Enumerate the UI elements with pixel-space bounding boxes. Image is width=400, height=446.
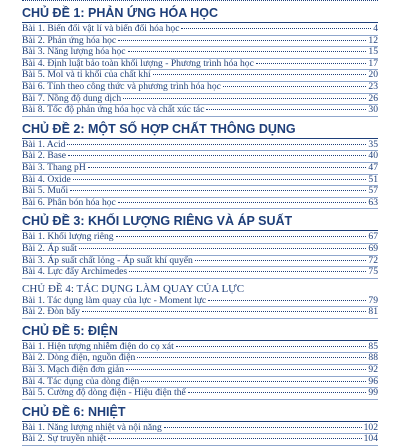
- toc-entry-page-number: 92: [368, 364, 378, 376]
- toc-entry-page-number: 96: [368, 375, 378, 387]
- toc-entry-title: Bài 5. Cường độ dòng điện - Hiệu điện thế: [22, 387, 186, 399]
- toc-entry-title: Bài 4. Oxide: [22, 173, 71, 185]
- chapter-underline: [22, 138, 378, 139]
- toc-entry-title: Bài 2. Sự truyền nhiệt: [22, 433, 107, 445]
- toc-entry-title: Bài 3. Áp suất chất lỏng - Áp suất khí quyển: [22, 254, 193, 266]
- toc-entry-title: Bài 2. Dòng điện, nguồn điện: [22, 352, 136, 364]
- dot-leader: [208, 300, 366, 301]
- dot-leader: [153, 74, 367, 75]
- toc-entry-title: Bài 1. Năng lượng nhiệt và nội năng: [22, 421, 162, 433]
- dot-leader: [116, 236, 367, 237]
- toc-entry[interactable]: [22, 307, 378, 319]
- chapter-heading: CHỦ ĐỀ 5: ĐIỆN: [22, 323, 118, 338]
- toc-entry-title: Bài 4. Lực đẩy Archimedes: [22, 266, 128, 278]
- dot-leader: [70, 190, 366, 191]
- toc-entry-page-number: 102: [363, 421, 378, 433]
- dot-leader: [123, 98, 366, 99]
- toc-entry[interactable]: [22, 82, 378, 94]
- toc-entry[interactable]: [22, 140, 378, 152]
- toc-entry-page-number: 81: [368, 306, 378, 318]
- toc-entry-title: Bài 6. Phân bón hóa học: [22, 196, 116, 208]
- toc-entry[interactable]: [22, 198, 378, 210]
- toc-entry-title: Bài 5. Mol và tỉ khối của chất khí: [22, 69, 151, 81]
- toc-entry-page-number: 99: [368, 387, 378, 399]
- toc-entry-title: Bài 6. Tính theo công thức và phương trình hóa học: [22, 80, 221, 92]
- toc-entry-title: Bài 1. Tác dụng làm quay của lực - Moment lực: [22, 294, 207, 306]
- dot-leader: [128, 51, 367, 52]
- toc-entry-page-number: 47: [368, 161, 378, 173]
- chapter-heading: CHỦ ĐỀ 1: PHẢN ỨNG HÓA HỌC: [22, 6, 219, 20]
- toc-entry[interactable]: [22, 365, 378, 377]
- toc-entry-title: Bài 7. Nồng độ dung dịch: [22, 92, 122, 104]
- toc-entry-page-number: 26: [368, 92, 378, 104]
- chapter-heading: CHỦ ĐỀ 2: MỘT SỐ HỢP CHẤT THÔNG DỤNG: [22, 121, 296, 136]
- toc-entry-title: Bài 8. Tốc độ phản ứng hóa học và chất xúc tác: [22, 104, 205, 116]
- chapter-heading: CHỦ ĐỀ 4: TÁC DỤNG LÀM QUAY CỦA LỰC: [22, 282, 245, 295]
- dot-leader: [176, 346, 367, 347]
- toc-entry-title: Bài 4. Định luật bảo toàn khối lượng - Phương trình hóa học: [22, 57, 254, 69]
- toc-entry-page-number: 4: [373, 23, 378, 34]
- chapter-heading: CHỦ ĐỀ 6: NHIỆT: [22, 404, 126, 419]
- toc-entry-page-number: 17: [368, 57, 378, 69]
- toc-entry-title: Bài 2. Áp suất: [22, 242, 77, 254]
- toc-entry-page-number: 20: [368, 69, 378, 81]
- toc-entry-title: Bài 1. Hiện tượng nhiễm điện do cọ xát: [22, 340, 174, 352]
- dot-leader: [141, 381, 366, 382]
- dot-leader: [108, 438, 361, 439]
- toc-entry-page-number: 57: [368, 185, 378, 197]
- dot-leader: [88, 167, 367, 168]
- toc-entry[interactable]: [22, 24, 378, 36]
- toc-entry-page-number: 72: [368, 254, 378, 266]
- dot-leader: [67, 144, 366, 145]
- dot-leader: [68, 155, 366, 156]
- toc-entry-title: Bài 1. Biến đổi vật lí và biến đổi hóa học: [22, 23, 180, 34]
- top-dotted-rule: [22, 0, 378, 1]
- toc-entry-title: Bài 1. Acid: [22, 138, 66, 150]
- toc-entry-title: Bài 1. Khối lượng riêng: [22, 231, 114, 243]
- dot-leader: [223, 86, 367, 87]
- toc-entry-title: Bài 3. Mạch điện đơn giản: [22, 364, 125, 376]
- dot-leader: [79, 248, 367, 249]
- chapter-heading: CHỦ ĐỀ 3: KHỐI LƯỢNG RIÊNG VÀ ÁP SUẤT: [22, 214, 293, 229]
- toc-entry-page-number: 15: [368, 46, 378, 58]
- toc-entry-page-number: 85: [368, 340, 378, 352]
- toc-entry-page-number: 67: [368, 231, 378, 243]
- toc-entry[interactable]: [22, 244, 378, 256]
- toc-entry-title: Bài 4. Tác dụng của dòng điện: [22, 375, 140, 387]
- dot-leader: [256, 63, 367, 64]
- dot-leader: [129, 271, 366, 272]
- toc-entry[interactable]: [22, 175, 378, 187]
- toc-entry[interactable]: [22, 434, 378, 446]
- dot-leader: [206, 109, 366, 110]
- toc-entry-page-number: 30: [368, 104, 378, 116]
- toc-entry-page-number: 69: [368, 242, 378, 254]
- dot-leader: [181, 28, 371, 29]
- toc-entry-title: Bài 3. Thang pH: [22, 161, 86, 173]
- toc-list: [0, 5, 400, 446]
- toc-entry[interactable]: [22, 186, 378, 198]
- toc-entry-page-number: 104: [363, 433, 378, 445]
- toc-entry-title: Bài 2. Đòn bẩy: [22, 306, 81, 318]
- toc-entry-page-number: 75: [368, 266, 378, 278]
- toc-entry-page-number: 35: [368, 138, 378, 150]
- toc-entry-page-number: 63: [368, 196, 378, 208]
- toc-entry-page-number: 23: [368, 80, 378, 92]
- dot-leader: [126, 369, 366, 370]
- dot-leader: [195, 260, 367, 261]
- dot-leader: [164, 427, 362, 428]
- dot-leader: [82, 311, 366, 312]
- toc-entry-page-number: 79: [368, 294, 378, 306]
- dot-leader: [137, 357, 366, 358]
- toc-entry-page-number: 88: [368, 352, 378, 364]
- dot-leader: [118, 202, 367, 203]
- dot-leader: [188, 392, 367, 393]
- dot-leader: [73, 179, 367, 180]
- dot-leader: [118, 40, 366, 41]
- toc-entry[interactable]: [22, 267, 378, 279]
- toc-entry-title: Bài 2. Base: [22, 150, 66, 162]
- toc-entry-title: Bài 2. Phản ứng hóa học: [22, 34, 117, 46]
- toc-entry-title: Bài 5. Muối: [22, 185, 69, 197]
- toc-entry[interactable]: [22, 388, 378, 400]
- toc-entry[interactable]: [22, 163, 378, 175]
- toc-entry-page-number: 40: [368, 150, 378, 162]
- toc-entry-page-number: 12: [368, 34, 378, 46]
- toc-entry-page-number: 51: [368, 173, 378, 185]
- toc-entry-title: Bài 3. Năng lượng hóa học: [22, 46, 126, 58]
- toc-entry[interactable]: [22, 105, 378, 117]
